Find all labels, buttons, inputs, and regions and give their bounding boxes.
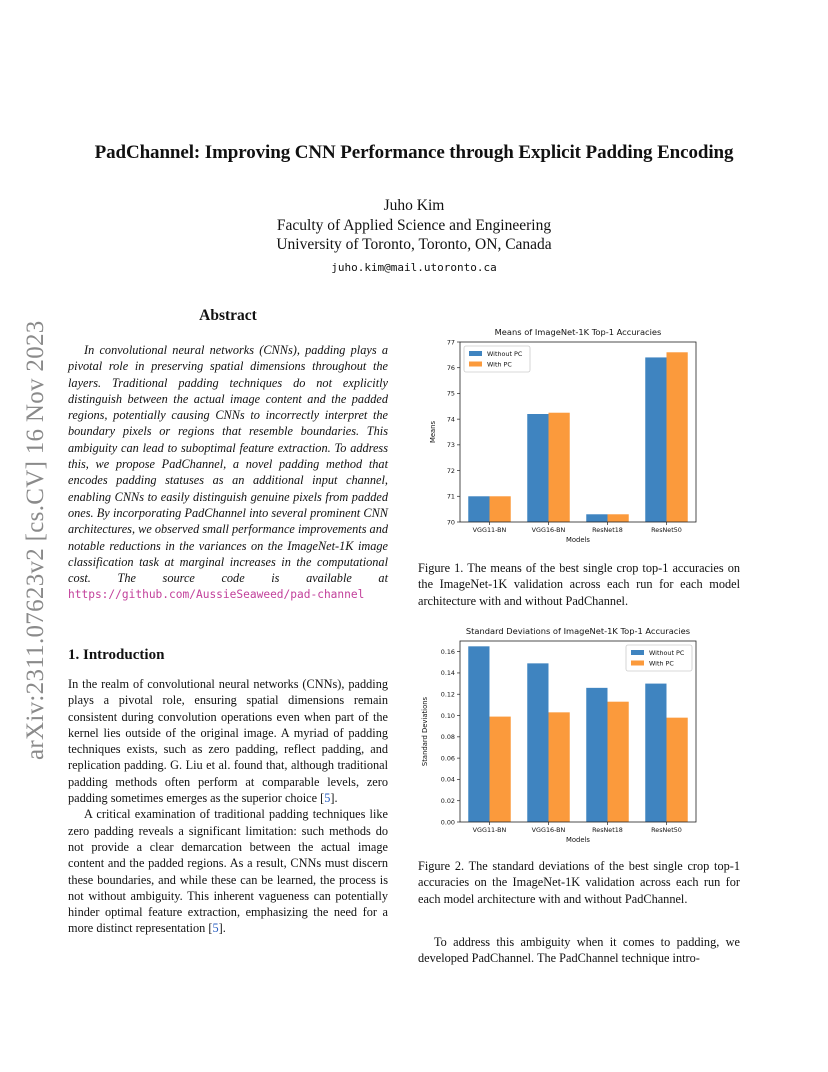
figure-1-caption: Figure 1. The means of the best single crop top-1 accuracies on the ImageNet-1K validation across each run for each model architecture with and without PadChannel.	[418, 561, 740, 608]
x-tick-label: ResNet50	[651, 526, 682, 534]
bar-without-pc-resnet18	[586, 514, 607, 522]
arxiv-identifier: arXiv:2311.07623v2 [cs.CV] 16 Nov 2023	[22, 320, 49, 760]
legend-swatch	[631, 661, 644, 666]
x-axis-label: Models	[566, 536, 590, 544]
intro-paragraph-1	[68, 676, 388, 806]
intro-p2-text: A critical examination of traditional padding techniques like zero padding reveals a significant limitation: such methods do not provide a clear demarcation between the actual image content and the padded regions. As a result, CNNs must discern these boundaries, and while these can be learned, the process is not without ambiguity. This inherent vagueness can potentially hinder optimal feature extraction, emphasizing the need for a more distinct representation [	[68, 807, 388, 936]
section-heading-introduction: 1. Introduction	[68, 647, 165, 663]
bar-without-pc-vgg16-bn	[527, 414, 548, 522]
chart-title: Standard Deviations of ImageNet-1K Top-1 Accuracies	[465, 626, 691, 636]
legend-swatch	[469, 351, 482, 356]
intro-paragraph-2	[68, 806, 388, 936]
y-tick-label: 71	[446, 492, 455, 501]
intro-p1-text: In the realm of convolutional neural networks (CNNs), padding plays a pivotal role, ensuring spatial dimensions remain consistent during convolution operations even when part of the kernel lies outside of the original image. A myriad of padding techniques exists, such as zero padding, reflect padding, and replication padding. G. Liu et al. found that, although traditional padding methods often perform at comparable levels, zero padding sometimes emerges as the superior choice [	[68, 677, 388, 806]
y-tick-label: 0.10	[440, 711, 455, 720]
bar-with-pc-vgg16-bn	[549, 712, 570, 822]
bar-with-pc-resnet18	[608, 702, 629, 822]
bar-with-pc-resnet18	[608, 514, 629, 522]
y-tick-label: 70	[446, 518, 455, 527]
abstract-heading: Abstract	[199, 307, 257, 324]
y-tick-label: 0.08	[440, 733, 455, 742]
y-tick-label: 0.14	[440, 669, 455, 678]
x-tick-label: VGG16-BN	[531, 526, 566, 534]
right-column-paragraph: To address this ambiguity when it comes to padding, we developed PadChannel. The PadChannel technique intro-	[418, 935, 740, 966]
bar-without-pc-resnet18	[586, 688, 607, 822]
bar-with-pc-vgg11-bn	[490, 496, 511, 522]
author-name: Juho Kim	[383, 197, 445, 214]
legend-label: With PC	[649, 659, 674, 668]
y-tick-label: 0.00	[440, 818, 455, 827]
y-tick-label: 74	[446, 415, 455, 424]
bar-with-pc-resnet50	[667, 718, 688, 822]
intro-p1-end: ].	[330, 791, 338, 806]
source-code-link[interactable]: https://github.com/AussieSeaweed/pad-channel	[68, 588, 365, 602]
y-tick-label: 75	[446, 389, 455, 398]
figure-2-std-chart	[418, 620, 738, 848]
bar-without-pc-resnet50	[645, 684, 666, 822]
affiliation-university: University of Toronto, Toronto, ON, Canada	[276, 236, 552, 253]
bar-with-pc-resnet50	[667, 352, 688, 522]
y-tick-label: 72	[446, 466, 455, 475]
y-axis-label: Standard Deviations	[421, 696, 429, 767]
author-block	[0, 196, 828, 274]
bar-without-pc-vgg16-bn	[527, 663, 548, 822]
intro-p2-end: ].	[218, 921, 226, 936]
bar-with-pc-vgg16-bn	[549, 413, 570, 522]
y-tick-label: 0.04	[440, 775, 455, 784]
abstract-body	[68, 342, 388, 604]
x-tick-label: ResNet18	[592, 526, 623, 534]
y-tick-label: 0.02	[440, 797, 455, 806]
legend-label: With PC	[487, 360, 512, 369]
bar-without-pc-vgg11-bn	[468, 496, 489, 522]
y-axis-label: Means	[429, 420, 437, 444]
citation-link[interactable]: 5	[324, 791, 331, 806]
legend-swatch	[469, 362, 482, 367]
y-tick-label: 0.06	[440, 754, 455, 763]
figure-1-means-chart	[418, 322, 738, 547]
x-tick-label: VGG11-BN	[472, 826, 507, 834]
figure-2-caption: Figure 2. The standard deviations of the best single crop top-1 accuracies on the ImageNet-1K validation across each run for each model architecture with and without PadChannel.	[418, 859, 740, 906]
y-tick-label: 76	[446, 364, 455, 373]
legend-label: Without PC	[649, 649, 685, 657]
y-tick-label: 0.12	[440, 690, 455, 699]
abstract-text: In convolutional neural networks (CNNs), padding plays a pivotal role in preserving spatial dimensions throughout the layers. Traditional padding techniques do not explicitly distinguish between the actual image content and the padded regions, potentially causing CNNs to incorrectly interpret the boundary pixels or regions that resemble boundaries. This ambiguity can lead to suboptimal feature extraction. To address this, we propose PadChannel, a novel padding method that encodes padding statuses as an additional input channel, enabling CNNs to easily distinguish genuine pixels from padded ones. By incorporating PadChannel into several prominent CNN architectures, we observed small performance improvements and notable reductions in the variances on the ImageNet-1K image classification task at marginal increases in the computational cost. The source code is available at	[68, 343, 388, 586]
y-tick-label: 73	[446, 441, 455, 450]
author-email[interactable]: juho.kim@mail.utoronto.ca	[331, 260, 497, 274]
y-tick-label: 0.16	[440, 647, 455, 656]
legend-swatch	[631, 650, 644, 655]
bar-with-pc-vgg11-bn	[490, 717, 511, 822]
x-tick-label: VGG16-BN	[531, 826, 566, 834]
x-tick-label: VGG11-BN	[472, 526, 507, 534]
paper-title: PadChannel: Improving CNN Performance through Explicit Padding Encoding	[94, 142, 734, 163]
x-tick-label: ResNet50	[651, 826, 682, 834]
x-axis-label: Models	[566, 836, 590, 844]
legend-label: Without PC	[487, 350, 523, 358]
bar-without-pc-resnet50	[645, 357, 666, 522]
y-tick-label: 77	[446, 338, 455, 347]
introduction-body	[68, 676, 388, 937]
bar-without-pc-vgg11-bn	[468, 646, 489, 822]
chart-title: Means of ImageNet-1K Top-1 Accuracies	[494, 327, 662, 337]
x-tick-label: ResNet18	[592, 826, 623, 834]
citation-link[interactable]: 5	[212, 921, 219, 936]
affiliation-faculty: Faculty of Applied Science and Engineering	[276, 216, 552, 234]
